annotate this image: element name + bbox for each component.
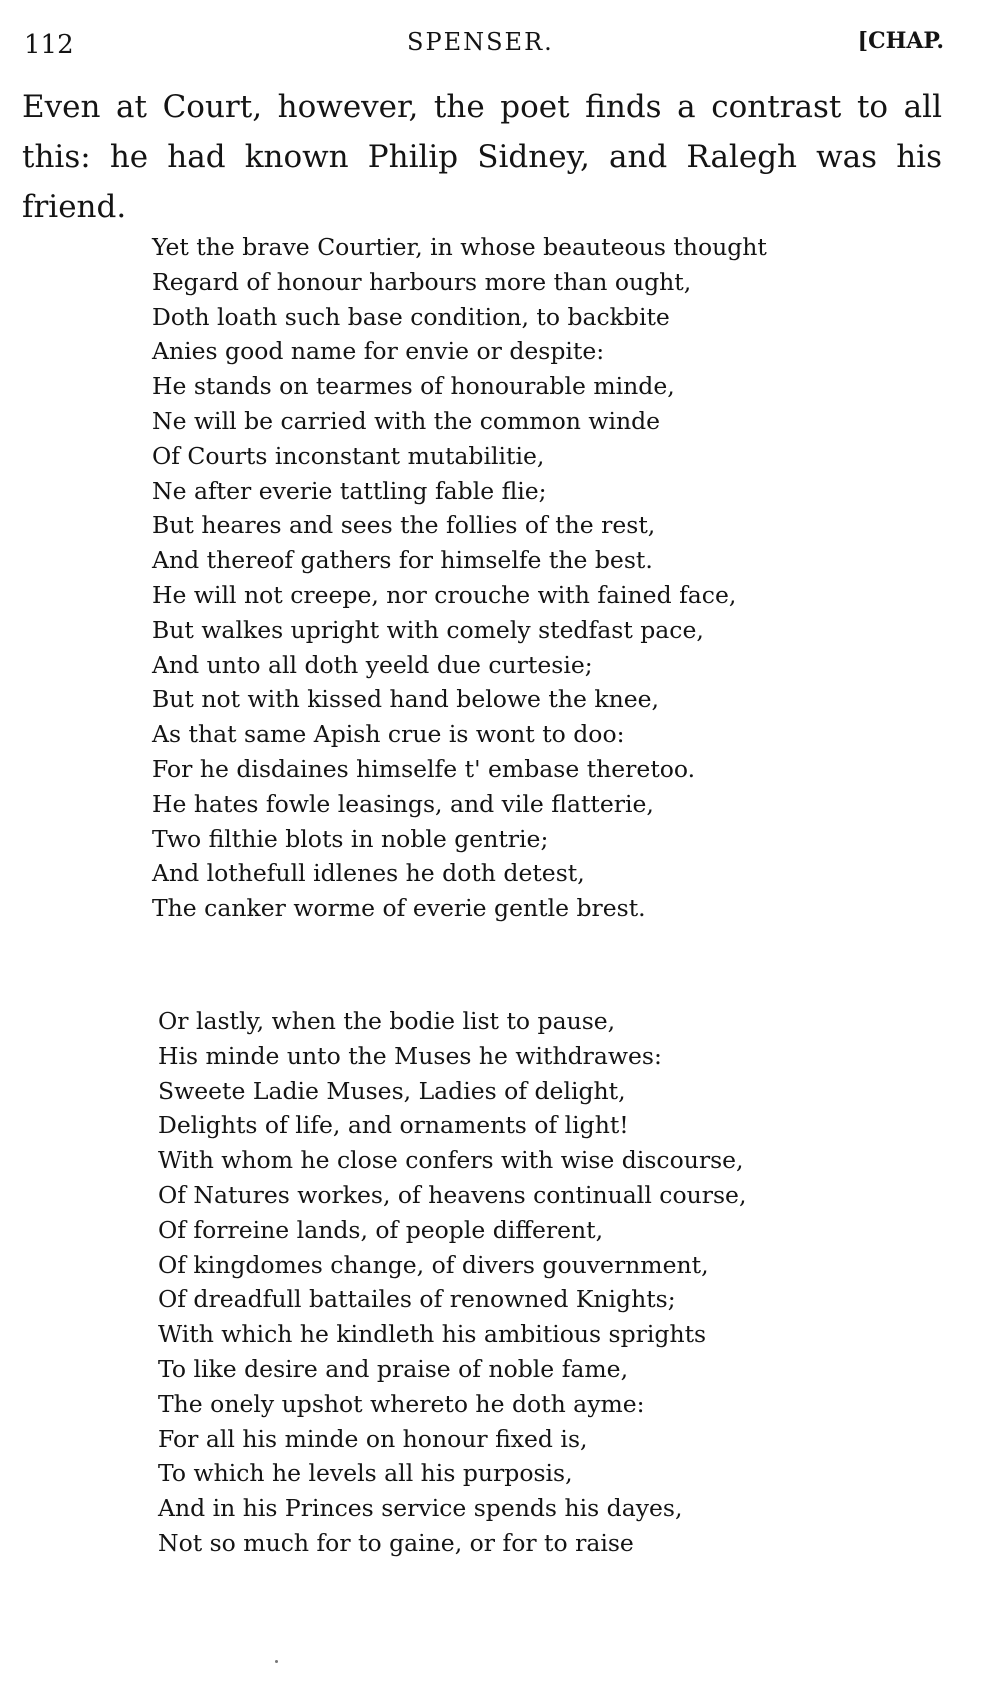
chapter-mark: [CHAP. — [857, 28, 944, 54]
verse-line: Ne after everie tattling fable flie; — [152, 476, 547, 505]
verse-line: Of dreadfull battailes of renowned Knights; — [158, 1285, 676, 1314]
verse-line: To like desire and praise of noble fame, — [158, 1354, 629, 1383]
intro-paragraph: Even at Court, however, the poet finds a contrast to all this: he had known Philip Sidney, and Ralegh was his friend. — [22, 89, 942, 225]
verse-line: The canker worme of everie gentle brest. — [152, 894, 646, 923]
verse-line: His minde unto the Muses he withdrawes: — [158, 1041, 662, 1070]
verse-line: But not with kissed hand belowe the knee, — [152, 685, 660, 714]
verse-line: And in his Princes service spends his dayes, — [158, 1494, 683, 1523]
page-speck — [275, 1660, 278, 1663]
verse-line: He will not creepe, nor crouche with fained face, — [152, 580, 737, 609]
verse-line: And unto all doth yeeld due curtesie; — [152, 650, 593, 679]
verse-line: Of forreine lands, of people different, — [158, 1215, 604, 1244]
page-number: 112 — [24, 30, 74, 60]
verse-line: To which he levels all his purposis, — [158, 1459, 573, 1488]
verse-line: For he disdaines himselfe t' embase theretoo. — [152, 754, 696, 783]
verse-line: For all his minde on honour fixed is, — [158, 1424, 588, 1453]
verse-line: Or lastly, when the bodie list to pause, — [158, 1007, 616, 1035]
verse-line: But walkes upright with comely stedfast pace, — [152, 615, 704, 644]
verse-line: Two filthie blots in noble gentrie; — [152, 824, 549, 853]
verse-line: He stands on tearmes of honourable minde, — [152, 372, 675, 401]
verse-line: With whom he close confers with wise discourse, — [158, 1146, 744, 1175]
verse-line: Ne will be carried with the common winde — [152, 406, 661, 435]
verse-line: And lothefull idlenes he doth detest, — [152, 859, 585, 888]
verse-line: Regard of honour harbours more than ought, — [152, 267, 692, 296]
verse-line: And thereof gathers for himselfe the best. — [152, 546, 653, 575]
poem-stanza-1 — [152, 230, 942, 926]
page-header — [24, 26, 944, 66]
verse-line: Anies good name for envie or despite: — [152, 337, 605, 366]
verse-line: The onely upshot whereto he doth ayme: — [158, 1389, 645, 1418]
running-title: SPENSER. — [407, 28, 554, 56]
verse-line: Yet the brave Courtier, in whose beauteous thought — [152, 233, 767, 261]
verse-line: But heares and sees the follies of the rest, — [152, 511, 656, 540]
verse-line: Delights of life, and ornaments of light! — [158, 1111, 629, 1140]
verse-line: Of Natures workes, of heavens continuall course, — [158, 1180, 747, 1209]
verse-line: As that same Apish crue is wont to doo: — [152, 720, 625, 749]
verse-line: Of kingdomes change, of divers gouvernment, — [158, 1250, 709, 1279]
verse-line: Of Courts inconstant mutabilitie, — [152, 441, 545, 470]
verse-line: Doth loath such base condition, to backbite — [152, 302, 670, 331]
verse-line: Sweete Ladie Muses, Ladies of delight, — [158, 1076, 626, 1105]
verse-line: He hates fowle leasings, and vile flatterie, — [152, 789, 654, 818]
verse-line: With which he kindleth his ambitious sprights — [158, 1320, 707, 1349]
verse-line: Not so much for to gaine, or for to raise — [158, 1528, 634, 1557]
poem-stanza-2 — [158, 1004, 948, 1561]
